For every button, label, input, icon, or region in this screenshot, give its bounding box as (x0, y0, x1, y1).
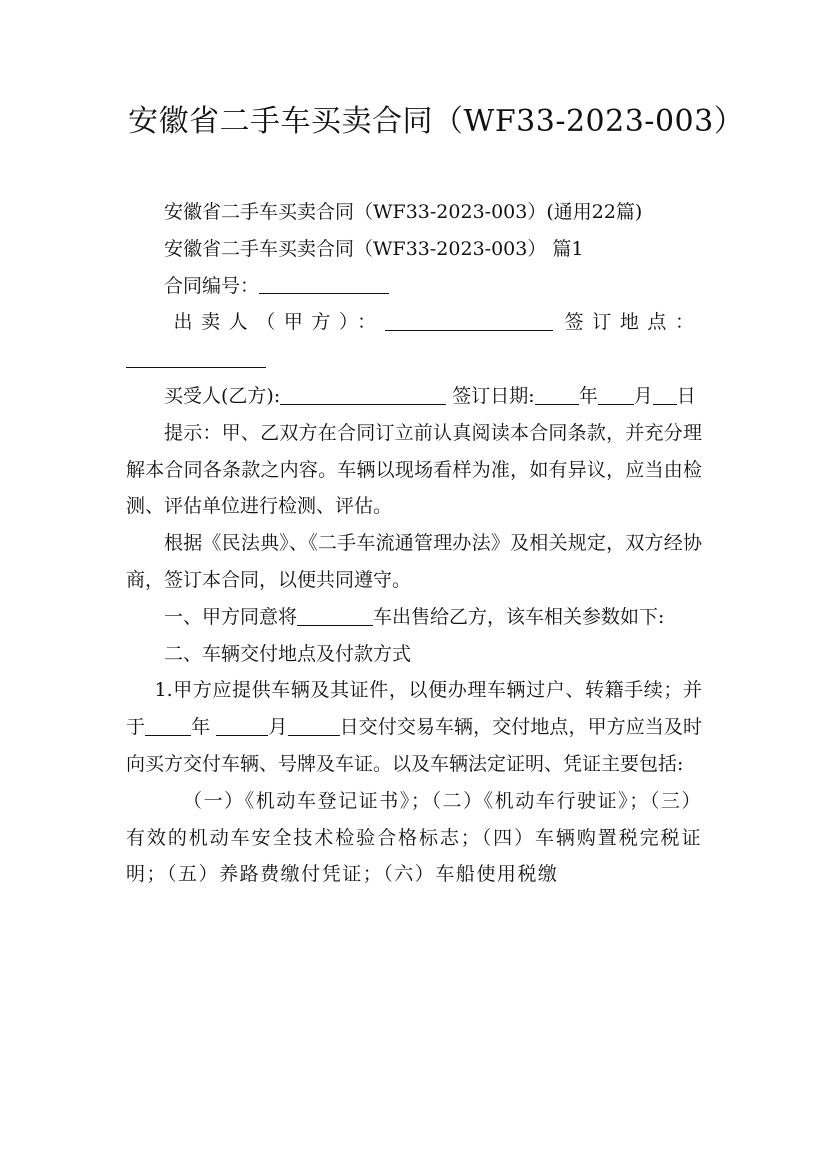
document-subtitle: 安徽省二手车买卖合同（WF33-2023-003）(通用22篇) (164, 201, 643, 223)
contract-number-label: 合同编号： (164, 274, 260, 297)
required-documents: （一）《机动车登记证书》；（二）《机动车行驶证》；（三）有效的机动车安全技术检验合格标志；（四）车辆购置税完税证明；（五）养路费缴付凭证；（六）车船使用税缴 (126, 789, 702, 886)
buyer-label: 买受人(乙方): (164, 384, 281, 407)
day-label: 日 (676, 384, 696, 407)
part-heading: 安徽省二手车买卖合同（WF33-2023-003） 篇1 (164, 237, 584, 260)
contract-number-line (126, 268, 702, 305)
day-blank (653, 385, 677, 405)
clause-2-1-text-a: 1.甲方应提供车辆及其证件，以便办理车辆过户、转籍手续；并于 (126, 679, 702, 739)
sign-place-label: 签订地点： (564, 311, 703, 334)
sign-date-label: 签订日期: (452, 384, 535, 407)
document-body (126, 194, 702, 893)
delivery-year-label: 年 (191, 716, 211, 739)
month-blank (598, 385, 634, 405)
clause-1-text-a: 一、甲方同意将 (164, 605, 298, 628)
buyer-blank (280, 385, 446, 405)
year-blank (535, 385, 579, 405)
delivery-month-label: 月 (268, 716, 288, 739)
clause-1 (126, 599, 702, 636)
sign-place-blank (126, 348, 266, 368)
delivery-year-blank (145, 716, 191, 736)
vehicle-blank (297, 606, 373, 626)
clause-2-1-text-b: 日交付交易车辆，交付地点，甲方应当及时向买方交付车辆、号牌及车证。以及车辆法定证明、凭证主要包括: (126, 716, 702, 775)
seller-blank (385, 311, 553, 331)
delivery-month-blank (216, 716, 268, 736)
clause-2-heading: 二、车辆交付地点及付款方式 (164, 642, 412, 665)
seller-line (126, 304, 702, 378)
delivery-day-blank (288, 716, 340, 736)
month-label: 月 (633, 384, 653, 407)
clause-1-text-b: 车出售给乙方，该车相关参数如下: (373, 605, 665, 628)
year-label: 年 (578, 384, 598, 407)
document-title: 安徽省二手车买卖合同（WF33-2023-003） (128, 104, 745, 139)
basis-paragraph: 根据《民法典》、《二手车流通管理办法》及相关规定，双方经协商，签订本合同，以便共同遵守。 (126, 532, 702, 591)
buyer-line (126, 378, 702, 415)
tip-paragraph: 提示：甲、乙双方在合同订立前认真阅读本合同条款，并充分理解本合同各条款之内容。车辆以现场看样为准，如有异议，应当由检测、评估单位进行检测、评估。 (126, 421, 702, 518)
contract-number-blank (259, 274, 389, 294)
clause-2-1 (126, 672, 702, 782)
seller-label: 出卖人（甲方）： (173, 311, 385, 334)
